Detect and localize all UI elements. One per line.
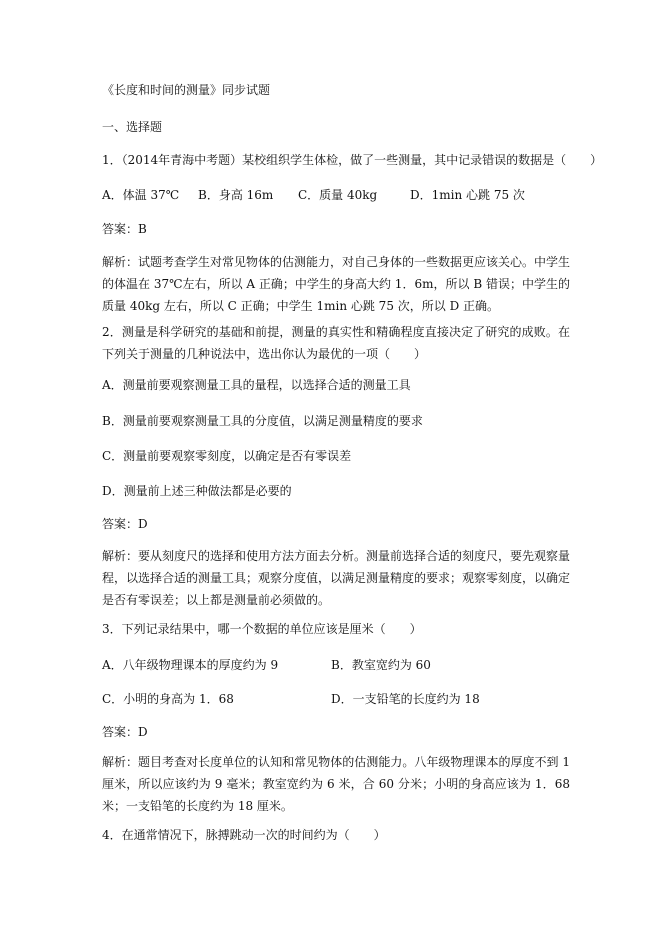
question-2-option-c: C．测量前要观察零刻度，以确定是否有零误差: [102, 449, 352, 463]
question-2-answer: 答案：D: [102, 517, 148, 531]
question-1-stem: 1．（2014年青海中考题）某校组织学生体检，做了一些测量，其中记录错误的数据是（ ）: [102, 153, 603, 167]
question-2-stem: 2．测量是科学研究的基础和前提，测量的真实性和精确程度直接决定了研究的成败。在下列关于测量的几种说法中，选出你认为最优的一项（ ）: [102, 325, 570, 361]
question-1-option-b: B．身高 16m: [198, 188, 274, 202]
question-1-option-d: D．1min 心跳 75 次: [410, 188, 525, 202]
question-3-option-b: B．教室宽约为 60: [331, 658, 431, 672]
question-2-option-d: D．测量前上述三种做法都是必要的: [102, 484, 292, 498]
question-3-option-c: C．小明的身高为 1．68: [102, 692, 234, 706]
question-1-option-c: C．质量 40kg: [298, 188, 378, 202]
question-2-analysis: 解析：要从刻度尺的选择和使用方法方面去分析。测量前选择合适的刻度尺，要先观察量程，以选择合适的测量工具；观察分度值，以满足测量精度的要求；观察零刻度，以确定是否有零误差；以上都是测量前必须做的。: [102, 549, 571, 607]
question-2-option-b: B．测量前要观察测量工具的分度值，以满足测量精度的要求: [102, 414, 423, 428]
question-1-answer: 答案：B: [102, 222, 147, 236]
question-2-option-a: A．测量前要观察测量工具的量程，以选择合适的测量工具: [102, 378, 411, 392]
question-1-option-a: A．体温 37℃: [102, 188, 180, 202]
question-1-analysis: 解析：试题考查学生对常见物体的估测能力，对自己身体的一些数据更应该关心。中学生的体温在 37℃左右，所以 A 正确；中学生的身高大约 1．6m，所以 B 错误；中学生的质量 40kg 左右，所以 C 正确；中学生 1min 心跳 75 次，所以 D 正确。: [102, 255, 571, 313]
question-3-analysis: 解析：题目考查对长度单位的认知和常见物体的估测能力。八年级物理课本的厚度不到 1 厘米，所以应该约为 9 毫米；教室宽约为 6 米，合 60 分米；小明的身高应该为 1．68 米；一支铅笔的长度约为 18 厘米。: [102, 755, 570, 813]
question-4-stem: 4．在通常情况下，脉搏跳动一次的时间约为（ ）: [102, 828, 386, 842]
question-3-option-d: D．一支铅笔的长度约为 18: [331, 692, 480, 706]
question-3-answer: 答案：D: [102, 725, 148, 739]
question-3-stem: 3．下列记录结果中，哪一个数据的单位应该是厘米（ ）: [102, 622, 422, 636]
doc-title: 《长度和时间的测量》同步试题: [102, 83, 271, 97]
question-3-option-a: A．八年级物理课本的厚度约为 9: [102, 658, 279, 672]
section-heading: 一、选择题: [102, 120, 163, 134]
